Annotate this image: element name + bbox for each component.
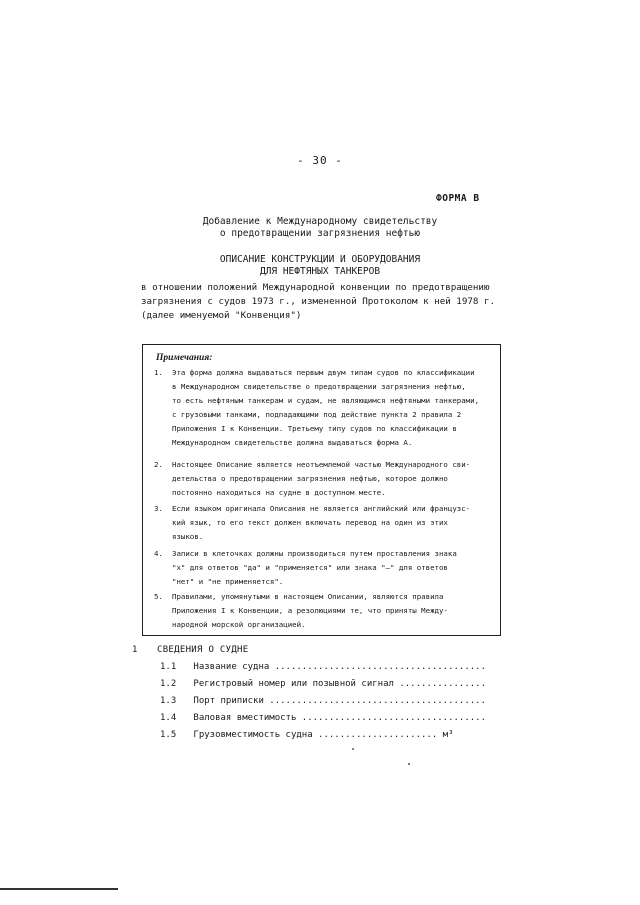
notes-title: Примечания: bbox=[156, 353, 213, 363]
field-number: 1.2 bbox=[160, 679, 177, 689]
note-number: 5. bbox=[154, 592, 163, 601]
supplement-heading-line1: Добавление к Международному свидетельству bbox=[202, 216, 438, 227]
note-item bbox=[154, 590, 494, 632]
note-text: Записи в клеточках должны производиться путем проставления знака "х" для ответов "да" и "применяется" или знака "–" для ответов "нет" и "не применяется". bbox=[172, 549, 457, 586]
supplement-heading-line2: о предотвращении загрязнения нефтью bbox=[219, 228, 421, 239]
record-title-line1: ОПИСАНИЕ КОНСТРУКЦИИ И ОБОРУДОВАНИЯ bbox=[219, 254, 421, 265]
note-text: Настоящее Описание является неотъемлемой частью Международного сви- детельства о предотвращении загрязнения нефтью, которое должно постоянно находиться на судне в доступном месте. bbox=[172, 460, 471, 497]
field-label: Регистровый номер или позывной сигнал ................ bbox=[193, 679, 487, 689]
ship-field-row bbox=[160, 696, 500, 706]
note-item bbox=[154, 547, 494, 589]
note-text: Эта форма должна выдаваться первым двум типам судов по классификации в Международном свидетельстве о предотвращении загрязнения нефтью, то есть нефтяным танкерам и судам, не являющимся нефтяными танкерами, с грузовыми танками, подпадающими под действие пункта 2 правила 2 Приложения I к Конвенции. Третьему типу судов по классификации в Международном свидетельстве должна выдаваться форма А. bbox=[172, 368, 480, 447]
note-item bbox=[154, 458, 494, 500]
field-label: Валовая вместимость .................................. bbox=[193, 713, 487, 723]
ship-field-row bbox=[160, 679, 500, 689]
intro-line3: (далее именуемой "Конвенция") bbox=[141, 310, 302, 321]
record-title bbox=[140, 254, 500, 278]
field-number: 1.4 bbox=[160, 713, 177, 723]
note-item bbox=[154, 502, 494, 544]
field-number: 1.3 bbox=[160, 696, 177, 706]
intro-line2: загрязнения с судов 1973 г., измененной Протоколом к ней 1978 г. bbox=[141, 296, 496, 307]
record-title-line2: ДЛЯ НЕФТЯНЫХ ТАНКЕРОВ bbox=[259, 266, 381, 277]
supplement-heading bbox=[140, 216, 500, 240]
note-number: 2. bbox=[154, 460, 163, 469]
intro-line1: в отношении положений Международной конвенции по предотвращению bbox=[141, 282, 490, 293]
scan-speck bbox=[408, 763, 410, 765]
section-title: СВЕДЕНИЯ О СУДНЕ bbox=[157, 645, 249, 655]
note-number: 3. bbox=[154, 504, 163, 513]
form-label: ФОРМА В bbox=[436, 193, 480, 204]
scan-speck bbox=[352, 748, 354, 750]
ship-field-row bbox=[160, 713, 500, 723]
field-label: Название судна ....................................... bbox=[193, 662, 487, 672]
scan-edge-mark bbox=[0, 888, 118, 890]
field-label: Грузовместимость судна ...................... м³ bbox=[193, 730, 454, 740]
note-number: 4. bbox=[154, 549, 163, 558]
note-number: 1. bbox=[154, 368, 163, 377]
note-text: Правилами, упомянутыми в настоящем Описании, являются правила Приложения I к Конвенции, а резолюциями те, что приняты Между- народной морской организацией. bbox=[172, 592, 448, 629]
field-label: Порт приписки ........................................ bbox=[193, 696, 487, 706]
ship-field-row bbox=[160, 730, 500, 740]
field-number: 1.5 bbox=[160, 730, 177, 740]
page-number: - 30 - bbox=[297, 154, 343, 167]
section-number: 1 bbox=[132, 645, 138, 655]
note-text: Если языком оригинала Описания не является английский или французс- кий язык, то его текст должен включать перевод на один из этих языков. bbox=[172, 504, 471, 541]
ship-field-row bbox=[160, 662, 500, 672]
intro-paragraph bbox=[141, 281, 511, 323]
field-number: 1.1 bbox=[160, 662, 177, 672]
note-item bbox=[154, 366, 494, 450]
